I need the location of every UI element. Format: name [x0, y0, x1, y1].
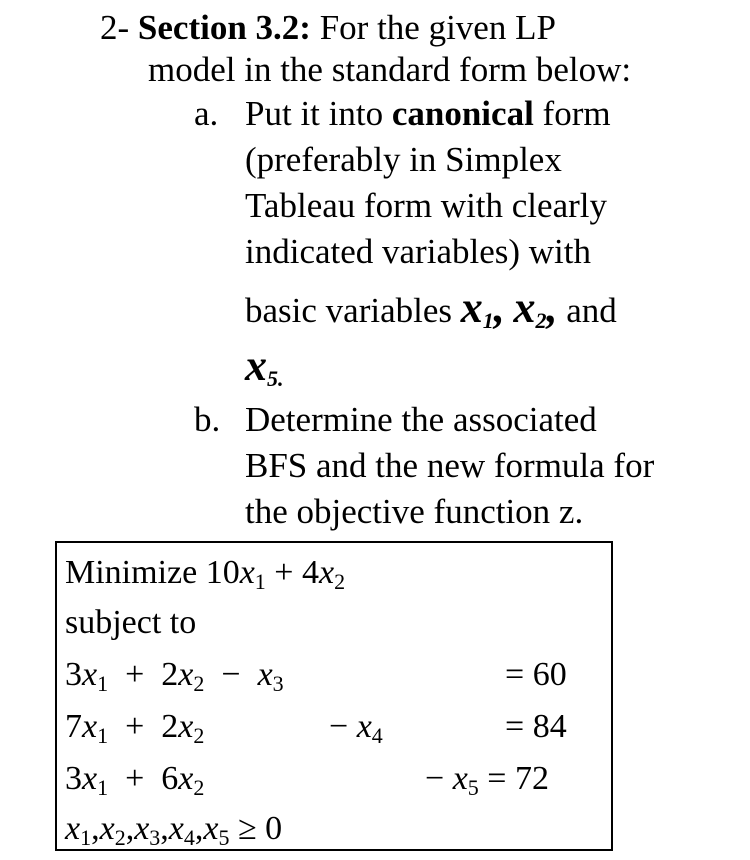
nonnegativity-row: $x_1,x_2,x_3,x_4,x_5 \ge 0$ [65, 810, 283, 850]
section-label: Section 3.2: [137, 8, 311, 47]
part-a-line-6 [245, 341, 284, 399]
basic-var-x1: $x_1$, [460, 283, 505, 333]
part-b-label: b. [194, 400, 221, 439]
subject-to-label: subject to [65, 604, 197, 641]
problem-line-1 [100, 8, 556, 48]
intro-text-2: model in the standard form below: [148, 50, 632, 89]
part-a-line-5: basic variables $x_1$, $x_2$, and [245, 283, 617, 333]
part-a-line-4: indicated variables) with [245, 232, 591, 271]
basic-var-x5: $x_{5.}$ [245, 341, 284, 391]
part-a-line-2: (preferably in Simplex [245, 140, 562, 179]
part-b-line-2: BFS and the new formula for [245, 446, 655, 485]
part-a-line-3: Tableau form with clearly [245, 186, 607, 225]
lp-model-box: Minimize $10x_1 + 4x_2$ subject to $3x_1 + 2x_2 - x_3$ = 60 $7x_1 + 2x_2$ − $x_4$ = 84 $3x_1 + 6x_2$ − $x_5 = 72$ $x_1,x_2,x_3,x_4,x_5 \ge 0$ [55, 541, 613, 851]
part-a-line-1: Put it into canonical form [245, 94, 611, 133]
objective-row: Minimize $10x_1 + 4x_2$ [65, 554, 346, 594]
basic-var-x2: $x_2$, [513, 283, 558, 333]
problem-number: 2- [100, 8, 130, 47]
intro-text-1: For the given LP [319, 8, 556, 47]
part-b-line-3: the objective function z. [245, 492, 584, 531]
part-b-line-1: Determine the associated [245, 400, 597, 439]
part-a-label: a. [194, 94, 219, 133]
